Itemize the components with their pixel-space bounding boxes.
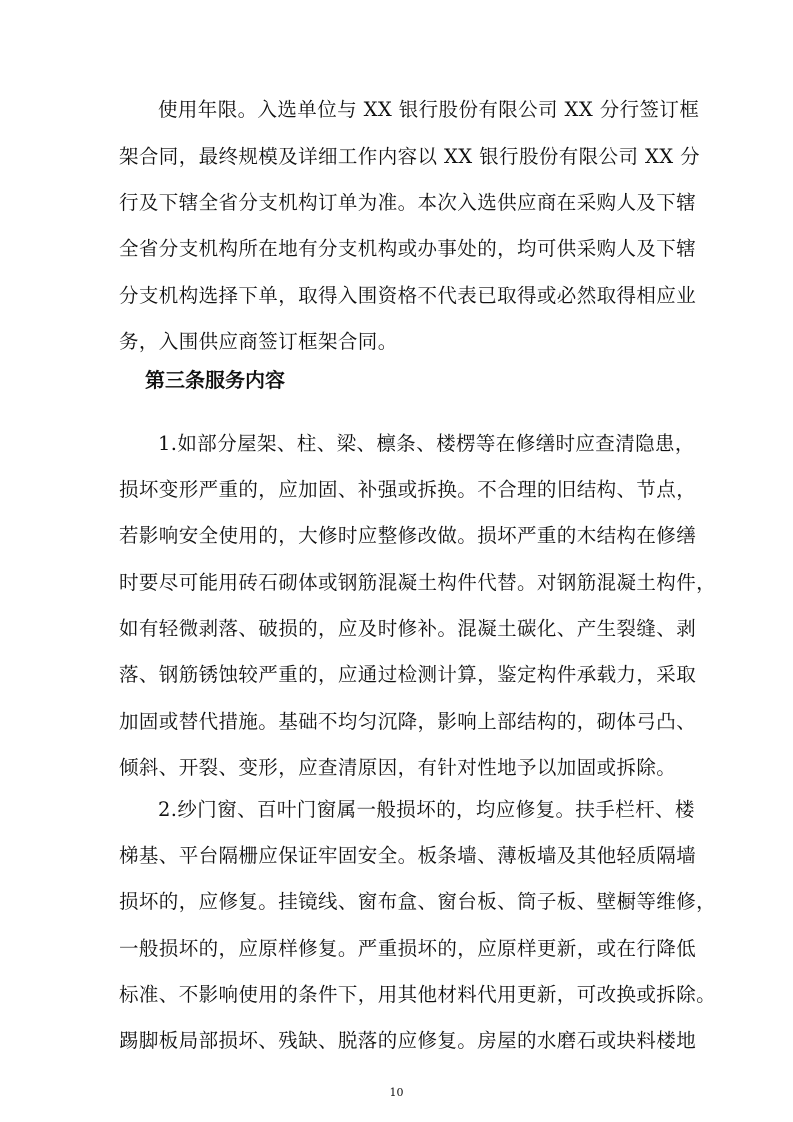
paragraph-2-line-8: 倾斜、开裂、变形，应查清原因，有针对性地予以加固或拆除。 [119,756,677,779]
paragraph-2-line-5: 如有轻微剥落、破损的，应及时修补。混凝土碳化、产生裂缝、剥 [119,617,697,640]
paragraph-2-line-4: 时要尽可能用砖石砌体或钢筋混凝土构件代替。对钢筋混凝土构件， [119,571,717,594]
paragraph-2-line-7: 加固或替代措施。基础不均匀沉降，影响上部结构的，砌体弓凸、 [119,710,697,733]
page-number: 10 [389,1086,404,1099]
paragraph-3-line-5: 标准、不影响使用的条件下，用其他材料代用更新，可改换或拆除。 [119,983,717,1006]
paragraph-3-line-2: 梯基、平台隔栅应保证牢固安全。板条墙、薄板墙及其他轻质隔墙 [119,844,697,867]
paragraph-1-line-6: 务，入围供应商签订框架合同。 [119,330,398,353]
paragraph-1-line-4: 全省分支机构所在地有分支机构或办事处的，均可供采购人及下辖 [119,237,697,260]
paragraph-1-line-5: 分支机构选择下单，取得入围资格不代表已取得或必然取得相应业 [119,284,697,307]
paragraph-3-line-4: 一般损坏的，应原样修复。严重损坏的，应原样更新，或在行降低 [119,937,697,960]
paragraph-1-line-3: 行及下辖全省分支机构订单为准。本次入选供应商在采购人及下辖 [119,191,697,214]
paragraph-2-line-1: 1.如部分屋架、柱、梁、檩条、楼楞等在修缮时应查清隐患， [158,432,695,455]
paragraph-1-line-1: 使用年限。入选单位与 XX 银行股份有限公司 XX 分行签订框 [158,98,700,121]
paragraph-1-line-2: 架合同，最终规模及详细工作内容以 XX 银行股份有限公司 XX 分 [119,145,701,168]
paragraph-3-line-3: 损坏的，应修复。挂镜线、窗布盒、窗台板、筒子板、壁橱等维修， [119,890,717,913]
paragraph-3-line-1: 2.纱门窗、百叶门窗属一般损坏的，均应修复。扶手栏杆、楼 [158,798,695,821]
paragraph-2-line-3: 若影响安全使用的，大修时应整修改做。损坏严重的木结构在修缮 [119,524,697,547]
paragraph-3-line-6: 踢脚板局部损坏、残缺、脱落的应修复。房屋的水磨石或块料楼地 [119,1029,697,1052]
paragraph-2-line-2: 损坏变形严重的，应加固、补强或拆换。不合理的旧结构、节点， [119,478,697,501]
paragraph-2-line-6: 落、钢筋锈蚀较严重的，应通过检测计算，鉴定构件承载力，采取 [119,663,697,686]
section-heading: 第三条服务内容 [145,368,285,392]
